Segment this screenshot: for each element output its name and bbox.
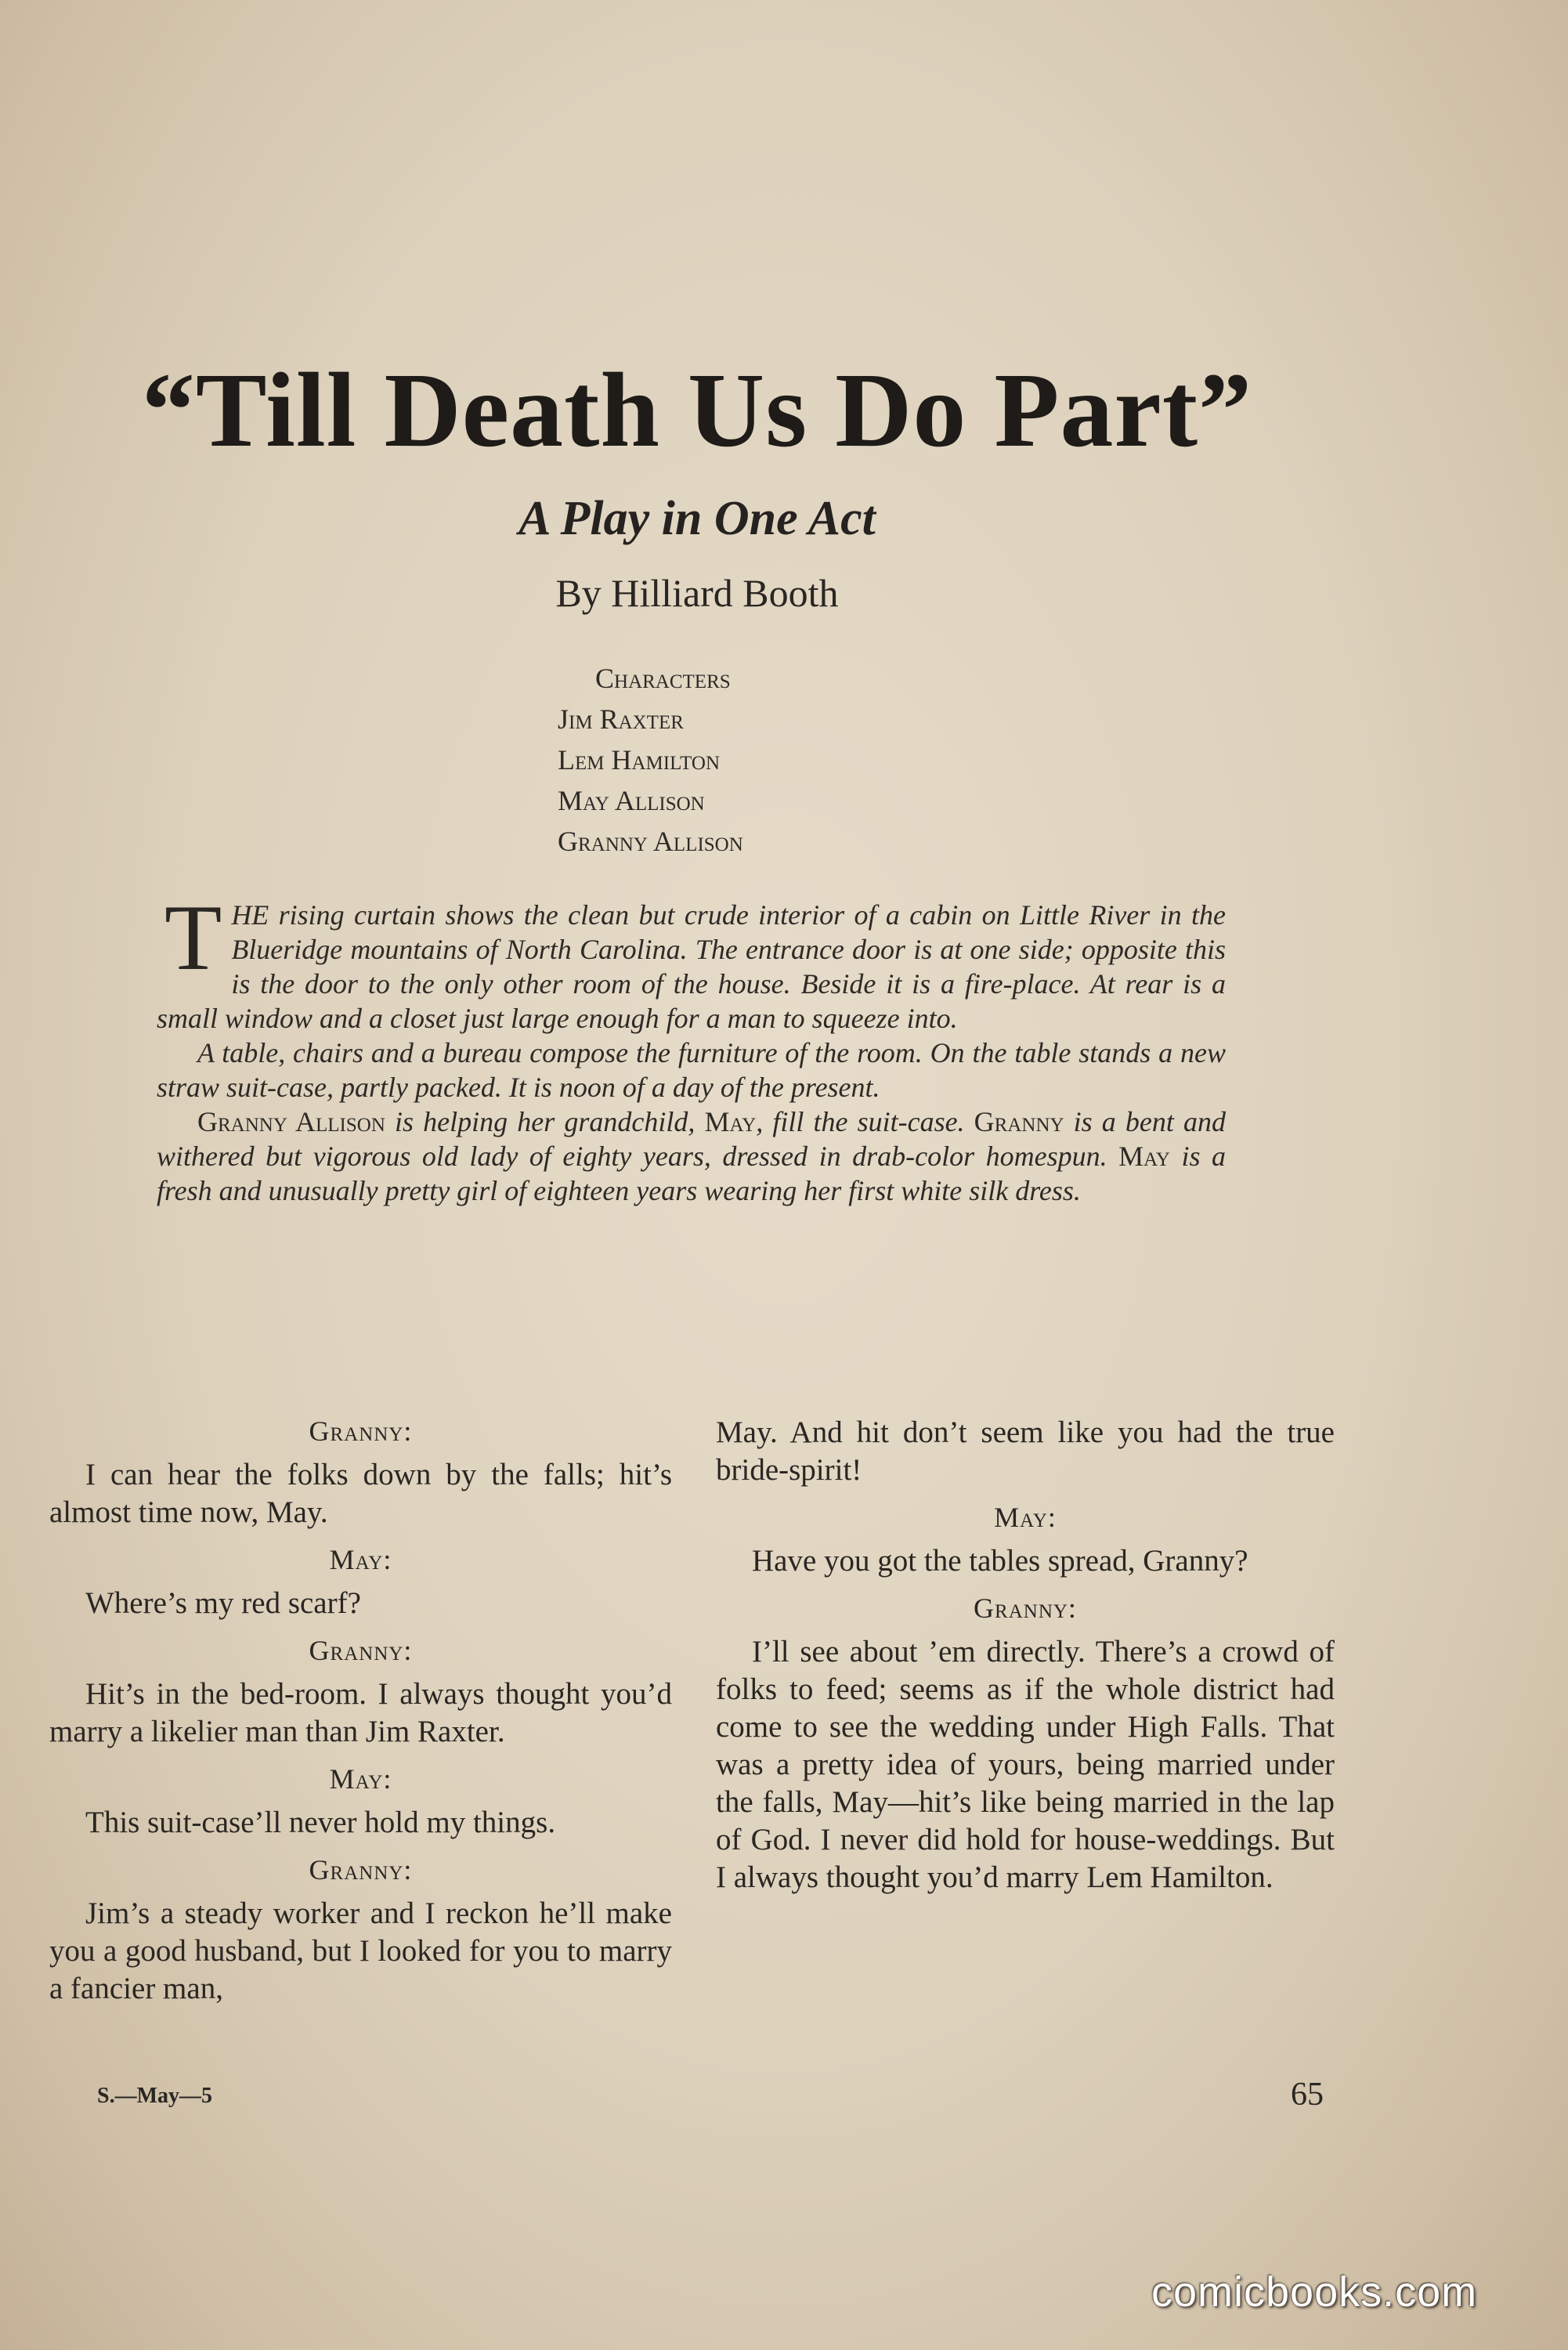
dialogue-column-right — [716, 1414, 1335, 1901]
character-name: Jim Raxter — [558, 703, 684, 735]
character-name: Granny Allison — [558, 826, 743, 857]
characters-list — [558, 658, 1028, 862]
character-ref: Granny Allison — [197, 1106, 385, 1137]
stage-text: HE rising curtain shows the clean but crude interior of a cabin on Little River in the Blueridge mountains of North Carolina. The entrance door is at one side; opposite this is the door to the only other room of the house. Beside it is a fire-place. At rear is a small window and a closet just large enough for a man to squeeze into. — [157, 899, 1226, 1034]
dialogue-column-left — [49, 1414, 672, 2012]
character-ref: Granny — [974, 1106, 1064, 1137]
speaker-label: Granny: — [309, 1635, 413, 1666]
speaker-label: Granny: — [309, 1415, 413, 1447]
speaker-label: Granny: — [974, 1593, 1077, 1624]
stage-text: is a fresh and unusually pretty girl of eighteen years wearing her first white silk dress. — [157, 1141, 1226, 1206]
character-name: May Allison — [558, 785, 705, 816]
site-watermark: comicbooks.com — [1151, 2269, 1478, 2316]
character-ref: May — [704, 1106, 757, 1137]
speech-line: Jim’s a steady worker and I reckon he’ll make you a good husband, but I looked for you to marry a fancier man, — [49, 1896, 672, 2005]
characters-heading: Characters — [595, 663, 731, 694]
stage-text: is helping her grandchild, — [385, 1106, 705, 1137]
speaker-label: May: — [329, 1763, 392, 1795]
speech-line: I’ll see about ’em directly. There’s a crowd of folks to feed; seems as if the whole district had come to see the wedding under High Falls. That was a pretty idea of yours, being married under the falls, May—hit’s like being married in the lap of God. I never did hold for house-weddings. But I always thought you’d marry Lem Hamilton. — [716, 1635, 1335, 1894]
speech-line: Where’s my red scarf? — [85, 1586, 361, 1620]
speaker-label: Granny: — [309, 1854, 413, 1885]
stage-paragraph: A table, chairs and a bureau compose the furniture of the room. On the table stands a new straw suit-case, partly packed. It is noon of a day of the present. — [157, 1037, 1226, 1103]
author-byline: By Hilliard Booth — [555, 571, 839, 615]
speaker-label: May: — [329, 1544, 392, 1575]
speech-continuation: May. And hit don’t seem like you had the true bride-spirit! — [716, 1415, 1335, 1487]
stage-text: , fill the suit-case. — [756, 1106, 974, 1137]
signature-mark: S.—May—5 — [97, 2084, 212, 2108]
drop-cap: T — [164, 885, 222, 989]
speech-line: Have you got the tables spread, Granny? — [752, 1544, 1248, 1578]
speech-line: Hit’s in the bed-room. I always thought you’d marry a likelier man than Jim Raxter. — [49, 1677, 672, 1748]
stage-paragraph — [157, 1104, 1226, 1208]
character-name: Lem Hamilton — [558, 744, 721, 776]
character-ref: May — [1118, 1141, 1170, 1172]
speaker-label: May: — [994, 1502, 1057, 1533]
play-subtitle: A Play in One Act — [518, 492, 876, 545]
play-title: “Till Death Us Do Part” — [141, 352, 1253, 469]
speech-line: This suit-case’ll never hold my things. — [85, 1806, 556, 1839]
page-number: 65 — [1291, 2077, 1324, 2113]
stage-directions — [157, 885, 1226, 1208]
speech-line: I can hear the folks down by the falls; hit’s almost time now, May. — [49, 1458, 672, 1529]
stage-paragraph — [157, 885, 1226, 1036]
stage-text: is a bent and withered but vigorous old lady of eighty years, dressed in drab-color homespun. — [157, 1106, 1226, 1172]
